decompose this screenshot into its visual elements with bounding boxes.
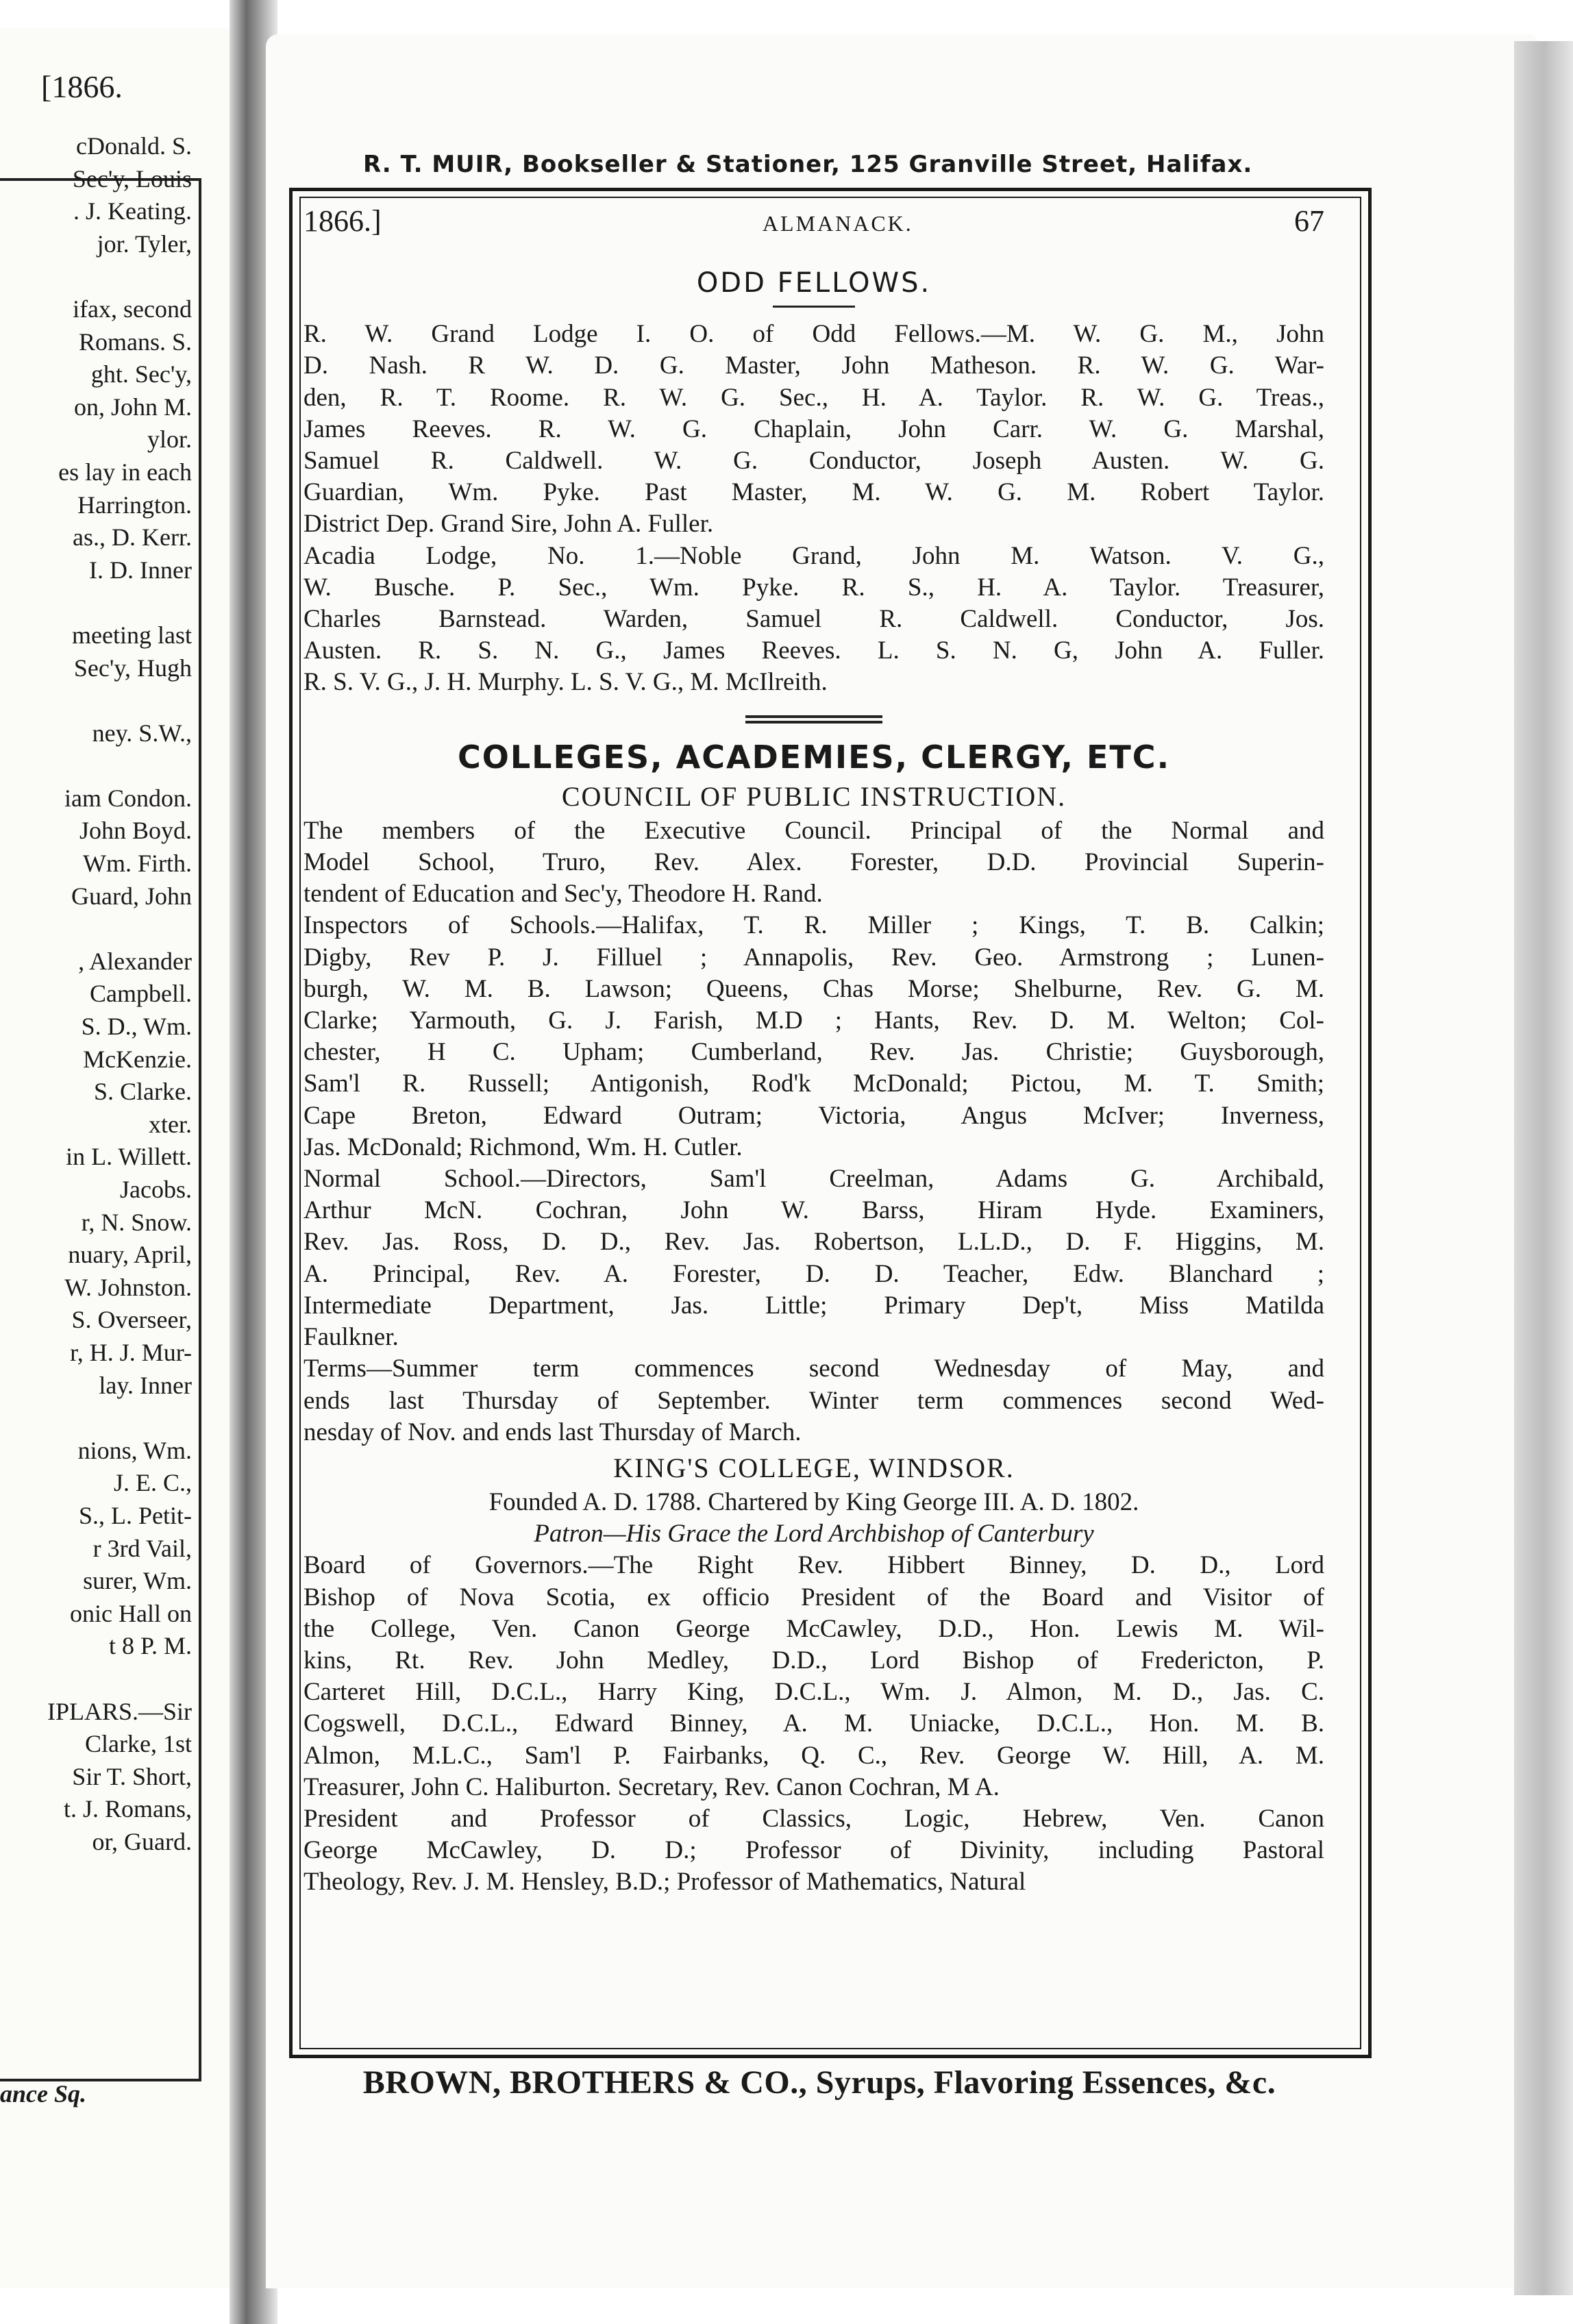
text-line: James Reeves. R. W. G. Chaplain, John Carr. W. G. Marshal, xyxy=(304,415,1324,443)
left-page-line: onic Hall on xyxy=(70,1599,192,1627)
kings-college-founded: Founded A. D. 1788. Chartered by King George III. A. D. 1802. xyxy=(488,1487,1139,1516)
left-page-line: t. J. Romans, xyxy=(63,1795,192,1823)
left-page-line: or, Guard. xyxy=(92,1827,192,1855)
left-page-fragment xyxy=(0,27,233,2288)
text-line: den, R. T. Roome. R. W. G. Sec., H. A. Taylor. R. W. G. Treas., xyxy=(304,383,1324,412)
text-line: Clarke; Yarmouth, G. J. Farish, M.D ; Hants, Rev. D. M. Welton; Col- xyxy=(304,1006,1324,1035)
odd-fellows-text xyxy=(304,319,1324,698)
left-page-line: ght. Sec'y, xyxy=(90,360,192,388)
text-line: Theology, Rev. J. M. Hensley, B.D.; Professor of Mathematics, Natural xyxy=(304,1868,1026,1896)
left-page-line: IPLARS.—Sir xyxy=(47,1697,192,1725)
text-line: Inspectors of Schools.—Halifax, T. R. Miller ; Kings, T. B. Calkin; xyxy=(304,911,1324,940)
text-line: Sam'l R. Russell; Antigonish, Rod'k McDonald; Pictou, M. T. Smith; xyxy=(304,1070,1324,1098)
left-page-line xyxy=(0,586,192,619)
section-rule xyxy=(773,306,855,308)
text-line: Cogswell, D.C.L., Edward Binney, A. M. Uniacke, D.C.L., Hon. M. B. xyxy=(304,1709,1324,1738)
left-page-line xyxy=(0,684,192,717)
left-page-line: ifax, second xyxy=(73,295,192,323)
text-line: Board of Governors.—The Right Rev. Hibbert Binney, D. D., Lord xyxy=(304,1551,1324,1580)
text-line: Faulkner. xyxy=(304,1323,399,1352)
left-page-line: Romans. S. xyxy=(78,327,192,356)
text-line: Model School, Truro, Rev. Alex. Forester, D.D. Provincial Superin- xyxy=(304,848,1324,877)
text-line: District Dep. Grand Sire, John A. Fuller. xyxy=(304,510,714,539)
text-line: Austen. R. S. N. G., James Reeves. L. S. N. G, John A. Fuller. xyxy=(304,636,1324,665)
section-double-rule xyxy=(745,715,882,724)
text-line: R. W. Grand Lodge I. O. of Odd Fellows.—M. W. G. M., John xyxy=(304,320,1324,349)
left-page-footer: ance Sq. xyxy=(0,2080,86,2107)
left-page-line: . J. Keating. xyxy=(73,197,192,225)
left-page-line xyxy=(0,913,192,945)
left-page-line: in L. Willett. xyxy=(66,1143,192,1171)
text-line: Arthur McN. Cochran, John W. Barss, Hiram Hyde. Examiners, xyxy=(304,1196,1324,1225)
page-number: 67 xyxy=(1293,204,1324,238)
text-line: Guardian, Wm. Pyke. Past Master, M. W. G. M. Robert Taylor. xyxy=(304,478,1324,507)
text-line: Cape Breton, Edward Outram; Victoria, Angus McIver; Inverness, xyxy=(304,1101,1324,1130)
kings-college-patron: Patron—His Grace the Lord Archbishop of Canterbury xyxy=(534,1520,1094,1548)
left-page-line xyxy=(0,260,192,293)
left-page-line: r, H. J. Mur- xyxy=(70,1338,192,1366)
left-page-line: ylor. xyxy=(147,425,192,454)
left-page-line: W. Johnston. xyxy=(64,1273,192,1301)
left-page-line: es lay in each xyxy=(58,458,192,486)
text-line: chester, H C. Upham; Cumberland, Rev. Jas. Christie; Guysborough, xyxy=(304,1038,1324,1067)
text-line: President and Professor of Classics, Logic, Hebrew, Ven. Canon xyxy=(304,1804,1324,1833)
text-line: Charles Barnstead. Warden, Samuel R. Caldwell. Conductor, Jos. xyxy=(304,605,1324,634)
left-page-line: jor. Tyler, xyxy=(97,230,192,258)
left-page-line: iam Condon. xyxy=(64,784,192,812)
text-line: ends last Thursday of September. Winter term commences second Wed- xyxy=(304,1386,1324,1415)
text-line: the College, Ven. Canon George McCawley, D.D., Hon. Lewis M. Wil- xyxy=(304,1614,1324,1643)
left-page-header: [1866. xyxy=(41,69,123,104)
page-header xyxy=(304,206,1324,249)
text-line: tendent of Education and Sec'y, Theodore H. Rand. xyxy=(304,880,823,908)
left-page-line xyxy=(0,1402,192,1435)
page-content xyxy=(304,206,1324,1899)
left-page-line: Jacobs. xyxy=(120,1176,192,1203)
left-page-line: ney. S.W., xyxy=(92,719,192,747)
text-line: Digby, Rev P. J. Filluel ; Annapolis, Rev. Geo. Armstrong ; Lunen- xyxy=(304,943,1324,972)
left-page-line: Sec'y, Hugh xyxy=(73,654,192,682)
left-page-line: lay. Inner xyxy=(99,1371,192,1399)
left-page-line: nuary, April, xyxy=(68,1241,192,1269)
odd-fellows-title: ODD FELLOWS. xyxy=(696,267,932,299)
left-page-line: Harrington. xyxy=(77,491,192,519)
bottom-advert: BROWN, BROTHERS & CO., Syrups, Flavoring Essences, &c. xyxy=(362,2064,1276,2101)
left-page-line: Guard, John xyxy=(71,882,192,910)
council-text xyxy=(304,815,1324,1448)
text-line: W. Busche. P. Sec., Wm. Pyke. R. S., H. A. Taylor. Treasurer, xyxy=(304,573,1324,602)
text-line: burgh, W. M. B. Lawson; Queens, Chas Morse; Shelburne, Rev. G. M. xyxy=(304,974,1324,1003)
page-year: 1866.] xyxy=(304,204,382,238)
left-page-line: r 3rd Vail, xyxy=(92,1534,192,1562)
left-page-line: t 8 P. M. xyxy=(108,1632,192,1660)
text-line: Rev. Jas. Ross, D. D., Rev. Jas. Robertson, L.L.D., D. F. Higgins, M. xyxy=(304,1228,1324,1257)
left-page-line: surer, Wm. xyxy=(83,1567,192,1595)
text-line: Intermediate Department, Jas. Little; Primary Dep't, Miss Matilda xyxy=(304,1291,1324,1320)
left-page-line: Wm. Firth. xyxy=(83,850,192,878)
council-title: COUNCIL OF PUBLIC INSTRUCTION. xyxy=(561,780,1067,812)
left-page-line: S., L. Petit- xyxy=(78,1501,192,1529)
left-page-line: S. Overseer, xyxy=(71,1306,192,1334)
text-line: Bishop of Nova Scotia, ex officio President of the Board and Visitor of xyxy=(304,1583,1324,1611)
text-line: R. S. V. G., J. H. Murphy. L. S. V. G., M. McIlreith. xyxy=(304,668,828,697)
left-page-line: Sec'y, Louis xyxy=(72,164,192,193)
text-line: The members of the Executive Council. Principal of the Normal and xyxy=(304,816,1324,845)
left-page-line: S. D., Wm. xyxy=(81,1013,192,1041)
running-head-advert: R. T. MUIR, Bookseller & Stationer, 125 Granville Street, Halifax. xyxy=(363,151,1253,178)
left-page-line xyxy=(0,1663,192,1696)
left-page-line: xter. xyxy=(149,1110,192,1138)
left-page-line: I. D. Inner xyxy=(89,556,192,584)
left-page-line: S. Clarke. xyxy=(94,1078,192,1106)
colleges-title: COLLEGES, ACADEMIES, CLERGY, ETC. xyxy=(457,738,1171,776)
text-line: D. Nash. R W. D. G. Master, John Matheson. R. W. G. War- xyxy=(304,351,1324,380)
left-page-line: J. E. C., xyxy=(113,1469,192,1497)
left-page-line: Clarke, 1st xyxy=(85,1730,192,1758)
kings-college-title: KING'S COLLEGE, WINDSOR. xyxy=(613,1452,1015,1483)
text-line: Terms—Summer term commences second Wednesday of May, and xyxy=(304,1355,1324,1383)
left-page-text xyxy=(0,130,199,1858)
left-page-line: cDonald. S. xyxy=(76,132,192,160)
text-line: Jas. McDonald; Richmond, Wm. H. Cutler. xyxy=(304,1133,743,1161)
kings-college-text xyxy=(304,1550,1324,1898)
text-line: Carteret Hill, D.C.L., Harry King, D.C.L., Wm. J. Almon, M. D., Jas. C. xyxy=(304,1678,1324,1707)
left-page-line: on, John M. xyxy=(73,393,192,421)
left-page-line: r, N. Snow. xyxy=(81,1208,192,1236)
text-line: Samuel R. Caldwell. W. G. Conductor, Joseph Austen. W. G. xyxy=(304,447,1324,475)
text-line: Normal School.—Directors, Sam'l Creelman, Adams G. Archibald, xyxy=(304,1165,1324,1194)
text-line: A. Principal, Rev. A. Forester, D. D. Teacher, Edw. Blanchard ; xyxy=(304,1259,1324,1288)
left-page-line: Sir T. Short, xyxy=(72,1762,192,1790)
text-line: George McCawley, D. D.; Professor of Divinity, including Pastoral xyxy=(304,1836,1324,1865)
left-page-line: McKenzie. xyxy=(83,1045,192,1073)
text-line: Almon, M.L.C., Sam'l P. Fairbanks, Q. C., Rev. George W. Hill, A. M. xyxy=(304,1741,1324,1770)
left-page-line: as., D. Kerr. xyxy=(73,523,192,552)
left-page-line: meeting last xyxy=(72,621,192,649)
left-page-line: Campbell. xyxy=(90,980,192,1008)
almanack-page xyxy=(266,34,1540,2288)
page-edge-shadow xyxy=(1514,41,1573,2295)
text-line: nesday of Nov. and ends last Thursday of March. xyxy=(304,1418,802,1446)
page-title: ALMANACK. xyxy=(762,211,913,236)
left-page-line xyxy=(0,750,192,782)
left-page-line: John Boyd. xyxy=(79,817,192,845)
left-page-line: , Alexander xyxy=(78,947,192,975)
left-page-line: nions, Wm. xyxy=(77,1436,192,1464)
text-line: Acadia Lodge, No. 1.—Noble Grand, John M. Watson. V. G., xyxy=(304,541,1324,570)
text-line: Treasurer, John C. Haliburton. Secretary, Rev. Canon Cochran, M A. xyxy=(304,1772,1000,1801)
text-line: kins, Rt. Rev. John Medley, D.D., Lord Bishop of Fredericton, P. xyxy=(304,1646,1324,1674)
